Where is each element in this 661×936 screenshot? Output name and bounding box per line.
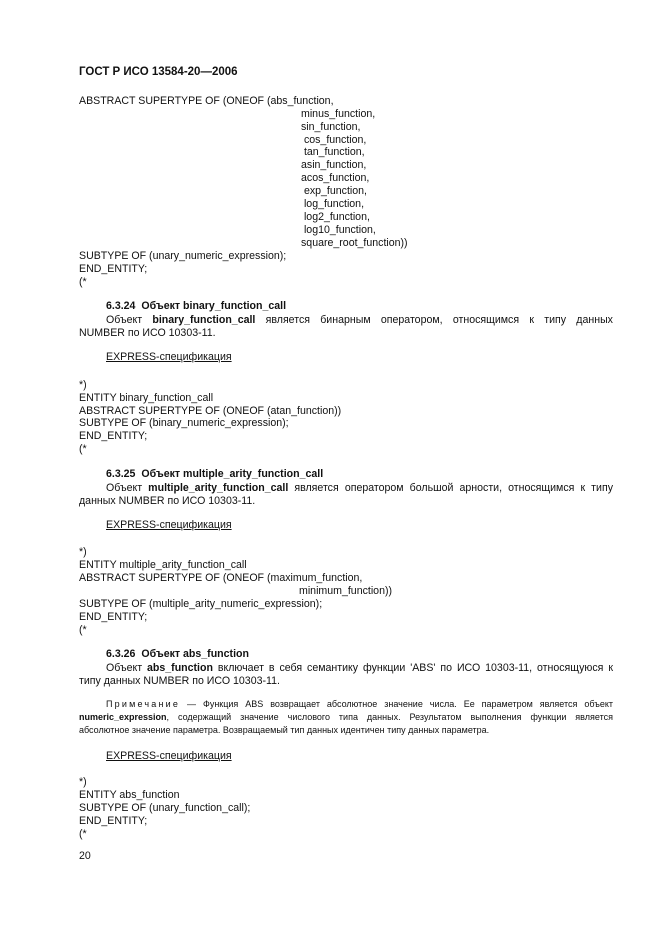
code-line: *): [79, 546, 87, 558]
paragraph-line: данных NUMBER по ИСО 10303-11.: [79, 495, 256, 507]
code-line: *): [79, 776, 87, 788]
paragraph: Объект binary_function_call является бинарным оператором, относящимся к типу данных: [106, 314, 613, 326]
code-line: (*: [79, 443, 87, 455]
express-spec-label: EXPRESS-спецификация: [106, 351, 232, 363]
section-heading: 6.3.24 Объект binary_function_call: [106, 300, 287, 312]
code-line: SUBTYPE OF (unary_numeric_expression);: [79, 250, 287, 262]
code-line: *): [79, 379, 87, 391]
code-line: minimum_function)): [299, 585, 393, 597]
express-spec-label: EXPRESS-спецификация: [106, 750, 232, 762]
code-line: minus_function,: [301, 108, 376, 120]
section-heading: 6.3.25 Объект multiple_arity_function_call: [106, 468, 324, 480]
code-line: square_root_function)): [301, 237, 408, 249]
note-line: numeric_expression, содержащий значение числового типа данных. Результатом выполнения функции является: [79, 712, 613, 722]
code-line: SUBTYPE OF (multiple_arity_numeric_expression);: [79, 598, 323, 610]
code-line: ENTITY abs_function: [79, 789, 180, 801]
code-line: (*: [79, 828, 87, 840]
note-label: Примечание: [106, 699, 181, 709]
code-line: cos_function,: [301, 134, 367, 146]
page-number: 20: [79, 850, 91, 862]
paragraph-line: NUMBER по ИСО 10303-11.: [79, 327, 216, 339]
code-line: log10_function,: [301, 224, 376, 236]
code-line: tan_function,: [301, 146, 365, 158]
code-line: END_ENTITY;: [79, 611, 148, 623]
code-line: ABSTRACT SUPERTYPE OF (ONEOF (maximum_function,: [79, 572, 363, 584]
note-line: абсолютное значение параметра. Возвращаемый тип данных идентичен типу данных параметра.: [79, 725, 490, 735]
code-line: sin_function,: [301, 121, 361, 133]
code-line: asin_function,: [301, 159, 367, 171]
code-line: exp_function,: [301, 185, 367, 197]
code-line: END_ENTITY;: [79, 430, 148, 442]
code-line: END_ENTITY;: [79, 815, 148, 827]
express-spec-label: EXPRESS-спецификация: [106, 519, 232, 531]
section-heading: 6.3.26 Объект abs_function: [106, 648, 249, 660]
paragraph: Объект multiple_arity_function_call является оператором большой арности, относящимся к типу: [106, 482, 613, 494]
code-line: SUBTYPE OF (binary_numeric_expression);: [79, 417, 289, 429]
paragraph: Объект abs_function включает в себя семантику функции 'ABS' по ИСО 10303-11, относящуюся к: [106, 662, 613, 674]
code-line: ABSTRACT SUPERTYPE OF (ONEOF (abs_function,: [79, 95, 334, 107]
paragraph-line: типу данных NUMBER по ИСО 10303-11.: [79, 675, 280, 687]
note-line: Примечание — Функция ABS возвращает абсолютное значение числа. Ее параметром является объект: [106, 699, 613, 709]
code-line: SUBTYPE OF (unary_function_call);: [79, 802, 251, 814]
code-line: ENTITY binary_function_call: [79, 392, 214, 404]
code-line: ENTITY multiple_arity_function_call: [79, 559, 247, 571]
document-header: ГОСТ Р ИСО 13584-20—2006: [79, 66, 238, 78]
code-line: (*: [79, 276, 87, 288]
code-line: END_ENTITY;: [79, 263, 148, 275]
code-line: acos_function,: [301, 172, 370, 184]
code-line: log2_function,: [301, 211, 370, 223]
code-line: ABSTRACT SUPERTYPE OF (ONEOF (atan_function)): [79, 405, 342, 417]
code-line: (*: [79, 624, 87, 636]
code-line: log_function,: [301, 198, 365, 210]
